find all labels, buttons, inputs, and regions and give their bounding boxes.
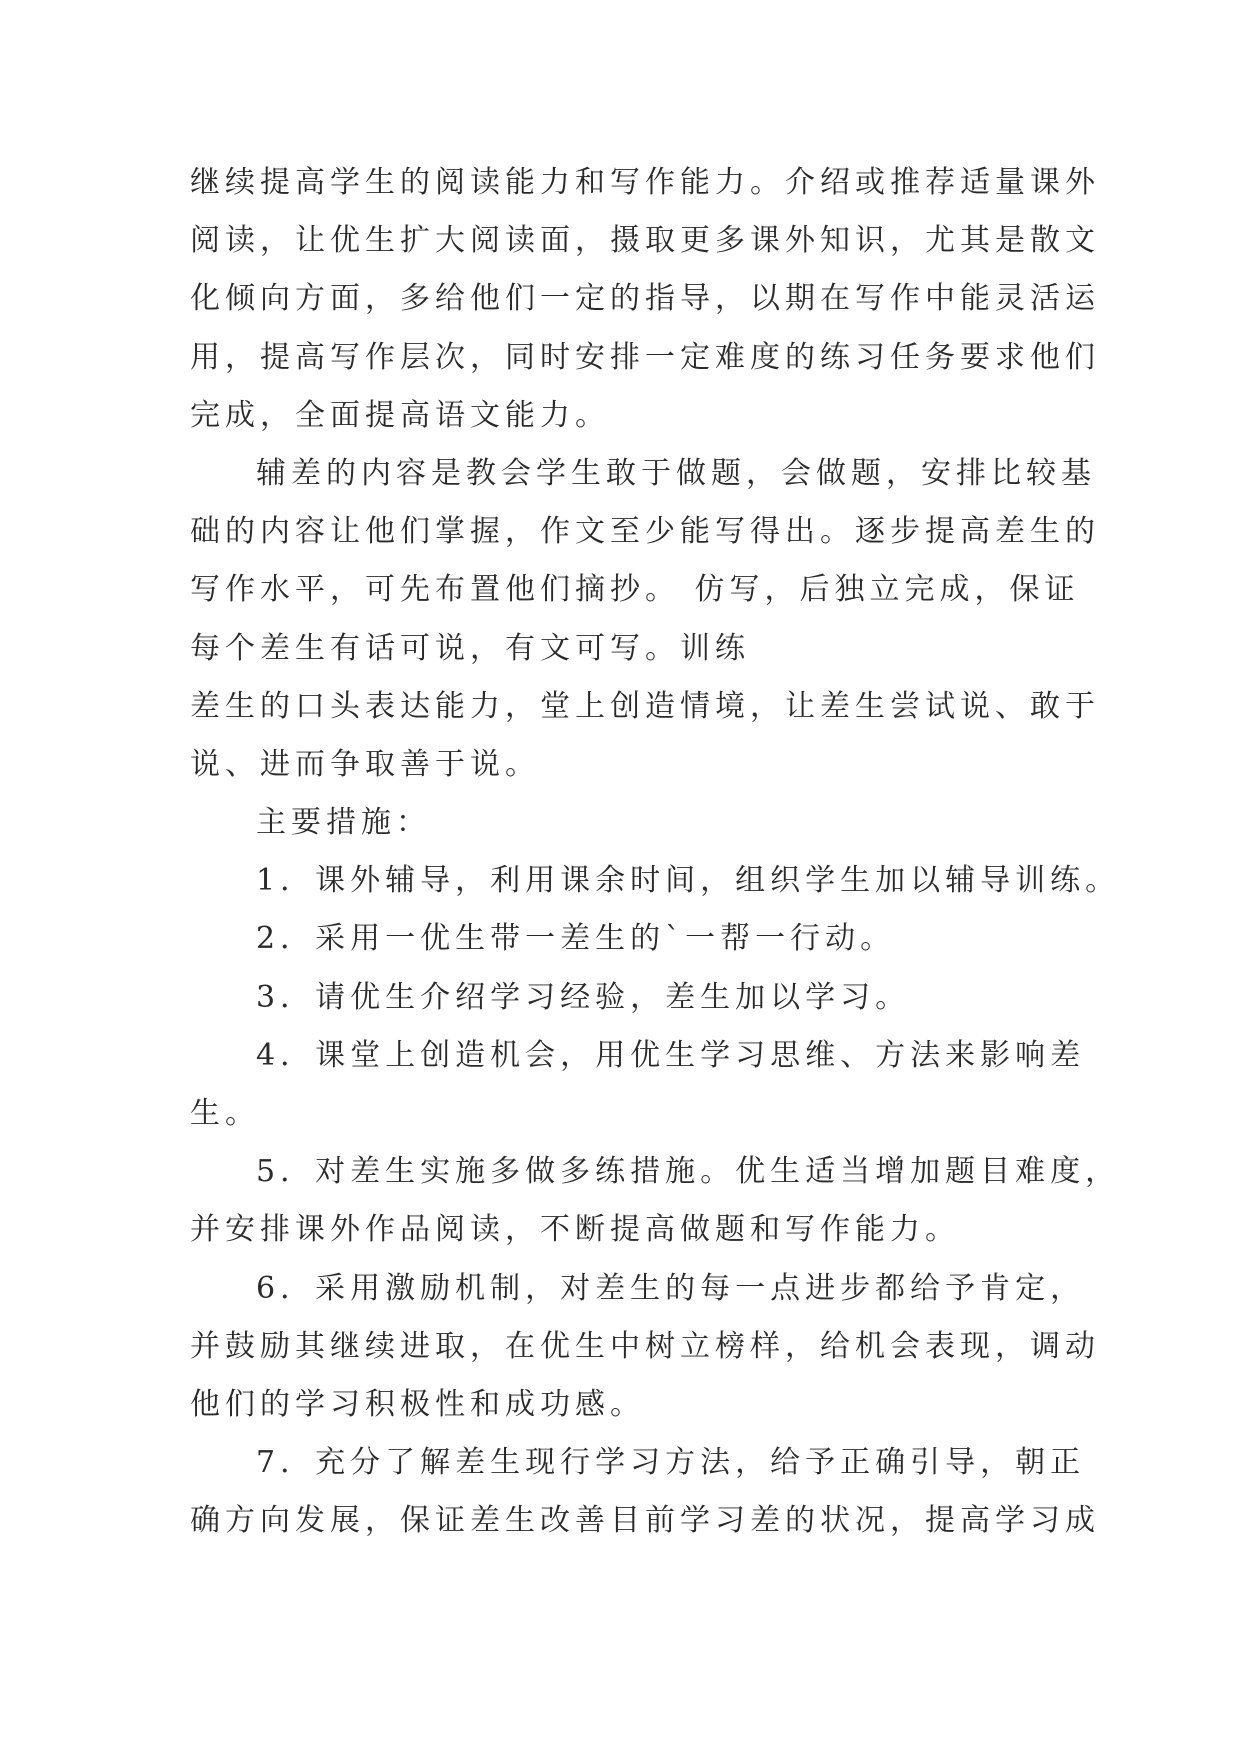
text-line: 差生的口头表达能力，堂上创造情境，让差生尝试说、敢于 (190, 688, 1100, 724)
text-line: 确方向发展，保证差生改善目前学习差的状况，提高学习成 (190, 1503, 1100, 1539)
list-item: 4．课堂上创造机会，用优生学习思维、方法来影响差 (256, 1037, 1086, 1073)
paragraph-start: 辅差的内容是教会学生敢于做题，会做题，安排比较基 (256, 455, 1096, 491)
text-line: 他们的学习积极性和成功感。 (190, 1386, 645, 1422)
list-item: 5．对差生实施多做多练措施。优生适当增加题目难度， (256, 1154, 1121, 1190)
text-line: 并安排课外作品阅读，不断提高做题和写作能力。 (190, 1212, 960, 1248)
text-line: 化倾向方面，多给他们一定的指导，以期在写作中能灵活运 (190, 281, 1100, 317)
list-item: 7．充分了解差生现行学习方法，给予正确引导，朝正 (256, 1445, 1086, 1481)
text-line: 说、进而争取善于说。 (190, 746, 540, 782)
document-body (190, 154, 1121, 1551)
section-heading: 主要措施： (256, 805, 431, 841)
list-item: 1．课外辅导，利用课余时间，组织学生加以辅导训练。 (256, 863, 1121, 899)
text-line: 每个差生有话可说，有文可写。训练 (190, 630, 750, 666)
text-line: 继续提高学生的阅读能力和写作能力。介绍或推荐适量课外 (190, 165, 1100, 200)
text-line: 础的内容让他们掌握，作文至少能写得出。逐步提高差生的 (190, 514, 1100, 550)
list-item: 2．采用一优生带一差生的`一帮一行动。 (256, 921, 896, 957)
text-line: 完成，全面提高语文能力。 (190, 397, 610, 433)
text-line: 写作水平，可先布置他们摘抄。 仿写，后独立完成，保证 (190, 572, 1080, 608)
text-line: 阅读，让优生扩大阅读面，摄取更多课外知识，尤其是散文 (190, 223, 1100, 259)
text-line: 用，提高写作层次，同时安排一定难度的练习任务要求他们 (190, 339, 1100, 375)
text-line: 生。 (190, 1096, 260, 1131)
list-item: 3．请优生介绍学习经验，差生加以学习。 (256, 979, 911, 1015)
list-item: 6．采用激励机制，对差生的每一点进步都给予肯定， (256, 1270, 1086, 1306)
text-line: 并鼓励其继续进取，在优生中树立榜样，给机会表现，调动 (190, 1328, 1100, 1364)
